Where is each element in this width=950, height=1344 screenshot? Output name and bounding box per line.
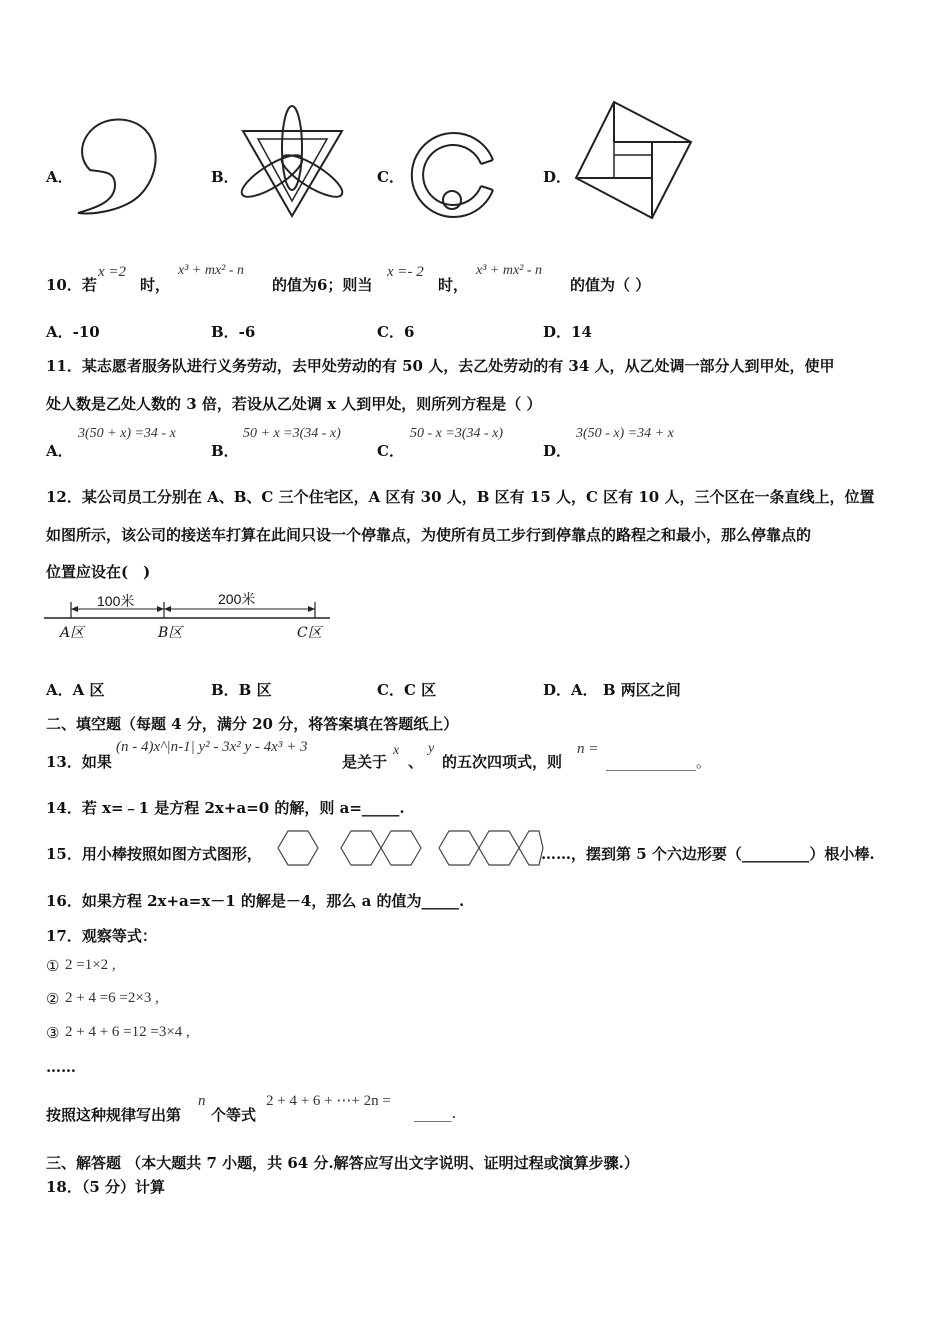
q17-ellipsis: …… xyxy=(46,1058,76,1076)
q14-text: 14．若 x=﹣1 是方程 2x+a=0 的解，则 a=_____. xyxy=(46,799,405,817)
q13-text2: 的五次四项式，则 xyxy=(442,753,563,771)
q11-option-b-eq: 50 + x =3(34 - x) xyxy=(243,426,341,441)
q13-separator: 、 xyxy=(408,753,424,771)
q10-option-c: C．6 xyxy=(377,323,415,341)
q17-eq1: 2 =1×2 , xyxy=(65,957,116,973)
q10-cond1: x =2 xyxy=(98,264,127,280)
c-ring-icon xyxy=(405,128,500,223)
q12-option-d: D．A． B 两区之间 xyxy=(543,681,681,699)
q17-eq3: 2 + 4 + 6 =12 =3×4 , xyxy=(65,1024,190,1040)
q10-option-d: D．14 xyxy=(543,323,592,341)
swirl-shape-icon xyxy=(70,110,170,220)
q12-line1: 12．某公司员工分别在 A、B、C 三个住宅区，A 区有 30 人，B 区有 15 人，C 区有 10 人，三个区在一条直线上，位置 xyxy=(46,488,875,506)
section-2-heading: 二、填空题（每题 4 分，满分 20 分，将答案填在答题纸上） xyxy=(46,715,459,733)
q12-line2: 如图所示，该公司的接送车打算在此间只设一个停靠点，为使所有员工步行到停靠点的路程之和最小，那么停靠点的 xyxy=(46,526,812,544)
q10-cond2: x =- 2 xyxy=(387,264,424,280)
q17-answer-blank[interactable]: _____. xyxy=(414,1104,457,1122)
q13-expression: (n - 4)x^|n-1| y² - 3x² y - 4x³ + 3 xyxy=(116,739,308,755)
q9-option-c-label: C． xyxy=(377,168,404,186)
q10-expr1: x³ + mx² - n xyxy=(178,263,245,278)
hexagon-figures-icon xyxy=(278,828,543,870)
q12-line3: 位置应设在( ) xyxy=(46,563,151,581)
number-line-graphic xyxy=(44,598,334,628)
point-a-label: A区 xyxy=(60,625,85,641)
q11-option-a-label: A． xyxy=(46,442,73,460)
distance-bc-label: 200米 xyxy=(218,591,256,607)
q17-eq1-number: ① xyxy=(46,957,60,975)
q10-text3: 时， xyxy=(438,276,469,294)
q10-expr2: x³ + mx² - n xyxy=(476,263,543,278)
q11-line2: 处人数是乙处人数的 3 倍，若设从乙处调 x 人到甲处，则所列方程是（ ） xyxy=(46,395,542,413)
q10-option-b: B．-6 xyxy=(211,323,256,341)
q11-option-d-eq: 3(50 - x) =34 + x xyxy=(576,426,674,441)
q9-option-a-label: A． xyxy=(46,168,73,186)
q11-option-d-label: D． xyxy=(543,442,572,460)
q13-var-x: x xyxy=(393,743,400,758)
q13-var-y: y xyxy=(428,741,435,756)
q11-option-c-label: C． xyxy=(377,442,404,460)
q11-line1: 11．某志愿者服务队进行义务劳动，去甲处劳动的有 50 人，去乙处劳动的有 34 人，从乙处调一部分人到甲处，使甲 xyxy=(46,357,835,375)
q10-number: 10．若 xyxy=(46,276,97,294)
triangle-ellipses-icon xyxy=(240,103,345,221)
q10-option-a: A．-10 xyxy=(46,323,100,341)
q11-option-c-eq: 50 - x =3(34 - x) xyxy=(410,426,504,441)
distance-ab-label: 100米 xyxy=(97,593,135,609)
section-3-heading: 三、解答题 （本大题共 7 小题，共 64 分.解答应写出文字说明、证明过程或演算步骤.） xyxy=(46,1154,639,1172)
q12-option-b: B．B 区 xyxy=(211,681,272,699)
q13-number: 13．如果 xyxy=(46,753,112,771)
q16-text: 16．如果方程 2x+a=x－1 的解是－4，那么 a 的值为_____. xyxy=(46,892,465,910)
point-c-label: C区 xyxy=(297,625,322,641)
q17-text1: 按照这种规律写出第 xyxy=(46,1106,182,1124)
q13-var-n: n = xyxy=(577,741,599,757)
q17-var-n: n xyxy=(198,1093,206,1109)
q13-answer-blank[interactable]: ____________。 xyxy=(606,753,712,771)
q17-eq2: 2 + 4 =6 =2×3 , xyxy=(65,990,159,1006)
q18-text: 18．（5 分）计算 xyxy=(46,1178,166,1196)
q17-text2: 个等式 xyxy=(211,1106,257,1124)
point-b-label: B区 xyxy=(158,625,183,641)
q15-text1: 15．用小棒按照如图方式图形， xyxy=(46,845,262,863)
rotated-square-icon xyxy=(574,100,694,220)
q9-option-b-label: B． xyxy=(211,168,239,186)
q11-option-b-label: B． xyxy=(211,442,239,460)
q10-text2: 的值为6；则当 xyxy=(272,276,373,294)
q12-option-c: C．C 区 xyxy=(377,681,437,699)
q17-expression: 2 + 4 + 6 + ⋯+ 2n = xyxy=(266,1093,391,1109)
q9-option-d-label: D． xyxy=(543,168,572,186)
q13-text1: 是关于 xyxy=(342,753,388,771)
q15-text2: ……，摆到第 5 个六边形要（_________）根小棒. xyxy=(541,845,875,863)
q12-option-a: A．A 区 xyxy=(46,681,105,699)
q17-eq3-number: ③ xyxy=(46,1024,60,1042)
q10-text4: 的值为（ ） xyxy=(570,276,651,294)
q17-title: 17．观察等式： xyxy=(46,927,157,945)
q17-eq2-number: ② xyxy=(46,990,60,1008)
q11-option-a-eq: 3(50 + x) =34 - x xyxy=(78,426,176,441)
q10-text1: 时， xyxy=(140,276,171,294)
